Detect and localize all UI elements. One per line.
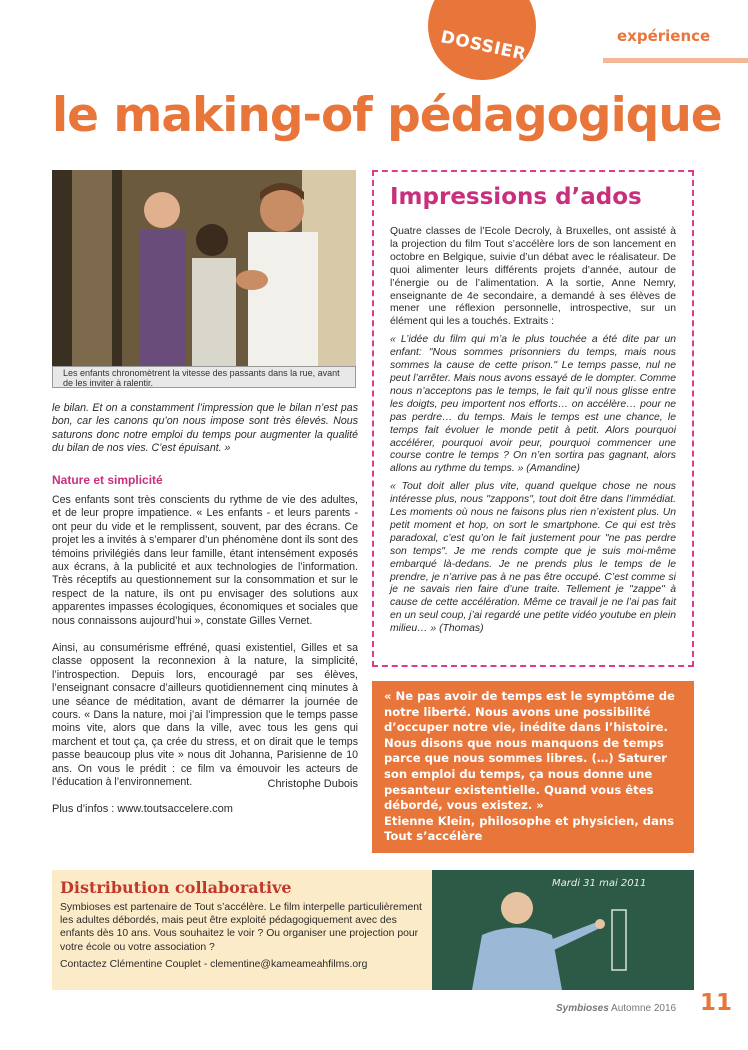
distribution-title: Distribution collaborative xyxy=(60,878,292,897)
children-photo-illustration xyxy=(52,170,356,366)
page-title: le making-of pédagogique xyxy=(52,88,722,143)
pull-quote xyxy=(372,681,694,853)
dossier-label: DOSSIER xyxy=(438,27,528,65)
body-paragraph-2: Ainsi, au consumérisme effréné, quasi existentiel, Gilles et sa classe opposent la reconnexion à la nature, la simplicité, l’introspection. Depuis lors, encouragé par ses élèves, l’enseignant consacre d’ailleurs quotidiennement cinq minutes à une séance de méditation, avant de démarrer la journée de cours. « Dans la nature, moi j’ai l’impression que le temps passe moins vite, alors que dans la ville, avec tous les gens qui marchent et tout ça, ça crée du stress, et on dirait que le temps passe beaucoup plus vite » nous dit Johanna, Parisienne de 10 ans. On vous le prédit : ce film va émouvoir les acteurs de l’éducation à l’environnement. xyxy=(52,642,358,789)
footer-label xyxy=(556,1003,676,1014)
pull-quote-attribution: Etienne Klein, philosophe et physicien, dans Tout s’accélère xyxy=(384,813,675,844)
ados-quote-amandine: « L’idée du film qui m’a le plus touchée a été dite par un enfant: "Nous sommes prisonniers du temps, mais nous sommes la cause de cette prison." Le temps passe, nul ne peut l’arrêter. Mais nous avons essayé de le dompter. Comme nous n’acceptons pas le temps, le fait qu’il nous glisse entre les doigts, peu importent nos efforts… on accélère… pour ne pas perdre… du temps. Mais le temps est une chance, le temps fait évoluer le monde petit à petit. Alors pourquoi accélérer, pourquoi avoir peur, pourquoi commencer une course contre le temps ? On n’en sortira pas gagnant, alors allons au rythme du temps. » (Amandine) xyxy=(390,334,676,475)
author-signature: Christophe Dubois xyxy=(267,778,358,790)
footer-magazine: Symbioses xyxy=(556,1003,609,1014)
teacher-photo-illustration xyxy=(432,870,694,990)
distribution-contact[interactable]: Contactez Clémentine Couplet - clementine@kameameahfilms.org xyxy=(60,958,368,970)
section-label: expérience xyxy=(617,27,711,45)
distribution-text: Symbioses est partenaire de Tout s’accélère. Le film interpelle particulièrement les adultes débordés, mais peut être exploité pédagogiquement avec des enfants dès 10 ans. Vous souhaitez le voir ? Ou organiser une projection pour votre école ou votre association ? xyxy=(60,902,422,953)
children-photo xyxy=(52,170,356,366)
board-date: Mardi 31 mai 2011 xyxy=(552,878,647,889)
subhead-nature: Nature et simplicité xyxy=(52,473,163,487)
more-info-link[interactable]: Plus d’infos : www.toutsaccelere.com xyxy=(52,803,233,815)
page-number: 11 xyxy=(700,990,733,1016)
ados-box xyxy=(372,170,694,667)
continuation-paragraph: le bilan. Et on a constamment l’impression que le bilan n’est pas bon, car les canons qu’on nous impose sont très élevés. Nous saturons donc notre emploi du temps pour augmenter la qualité du bilan de nos vies. C’est épuisant. » xyxy=(52,402,358,455)
ados-title: Impressions d’ados xyxy=(390,184,642,210)
body-paragraph-1: Ces enfants sont très conscients du rythme de vie des adultes, et de leur propre impatience. « Les enfants - et leurs parents - ont peur du vide et le remplissent, souvent, par des écrans. Ce projet les a invités à s’emparer d’un phénomène dont ils sont des témoins privilégiés dans leur famille, étant intensément exposés aux écrans, à la publicité et aux technologies de l’information. Très réceptifs au questionnement sur la consommation et sur le respect de la nature, ils ont pu envisager des solutions aux apparentes impasses écologiques, économiques et sociales que nous connaissons aujourd’hui », constate Gilles Vernet. xyxy=(52,494,358,627)
distribution-box xyxy=(52,870,432,990)
footer-issue: Automne 2016 xyxy=(611,1003,677,1014)
photo-caption: Les enfants chronomètrent la vitesse des passants dans la rue, avant de les inviter à ralentir. xyxy=(52,366,356,388)
ados-intro: Quatre classes de l’Ecole Decroly, à Bruxelles, ont assisté à la projection du film Tout s’accélère lors de son lancement en octobre en Belgique, suivie d’un débat avec le réalisateur. De quoi alimenter leurs différents projets d’année, autour de l’énergie ou de l’alimentation. A la sortie, Anne Nemry, enseignante de 4e secondaire, a demandé à ses élèves de mener une réflexion personnelle, introspective, sur un élément qui les a touchés. Extraits : xyxy=(390,226,676,328)
header-rule xyxy=(603,58,748,63)
dossier-badge xyxy=(428,0,536,80)
pull-quote-text: « Ne pas avoir de temps est le symptôme de notre liberté. Nous avons une possibilité d’occuper notre vie, inédite dans l’histoire. Nous disons que nous manquons de temps parce que nous sommes libres. (…) Saturer son emploi du temps, ça nous donne une pesanteur existentielle. Quand vous êtes débordé, vous existez. » xyxy=(384,689,675,813)
teacher-photo xyxy=(432,870,694,990)
ados-quote-thomas: « Tout doit aller plus vite, quand quelque chose ne nous intéresse plus, nous "zappons", tout doit être dans l’immédiat. Les moments où nous ne faisons plus rien n’existent plus. Un petit moment et hop, on sort le smartphone. Ce qui est très paradoxal, c’est qu’on le fait justement pour "ne pas perdre son temps". Je me rends compte que je suis moi-même embarqué là-dedans. Je ne prends plus le temps de le prendre, je n’arrive pas à ne pas être occupé. C’est comme si je ne savais rien faire d’une traite. Tellement je "zappe" à cause de cette accélération. Même ce travail je ne l’ai pas fait en un seul coup, j’ai regardé une petite vidéo youtube en plein milieu… » (Thomas) xyxy=(390,481,676,635)
